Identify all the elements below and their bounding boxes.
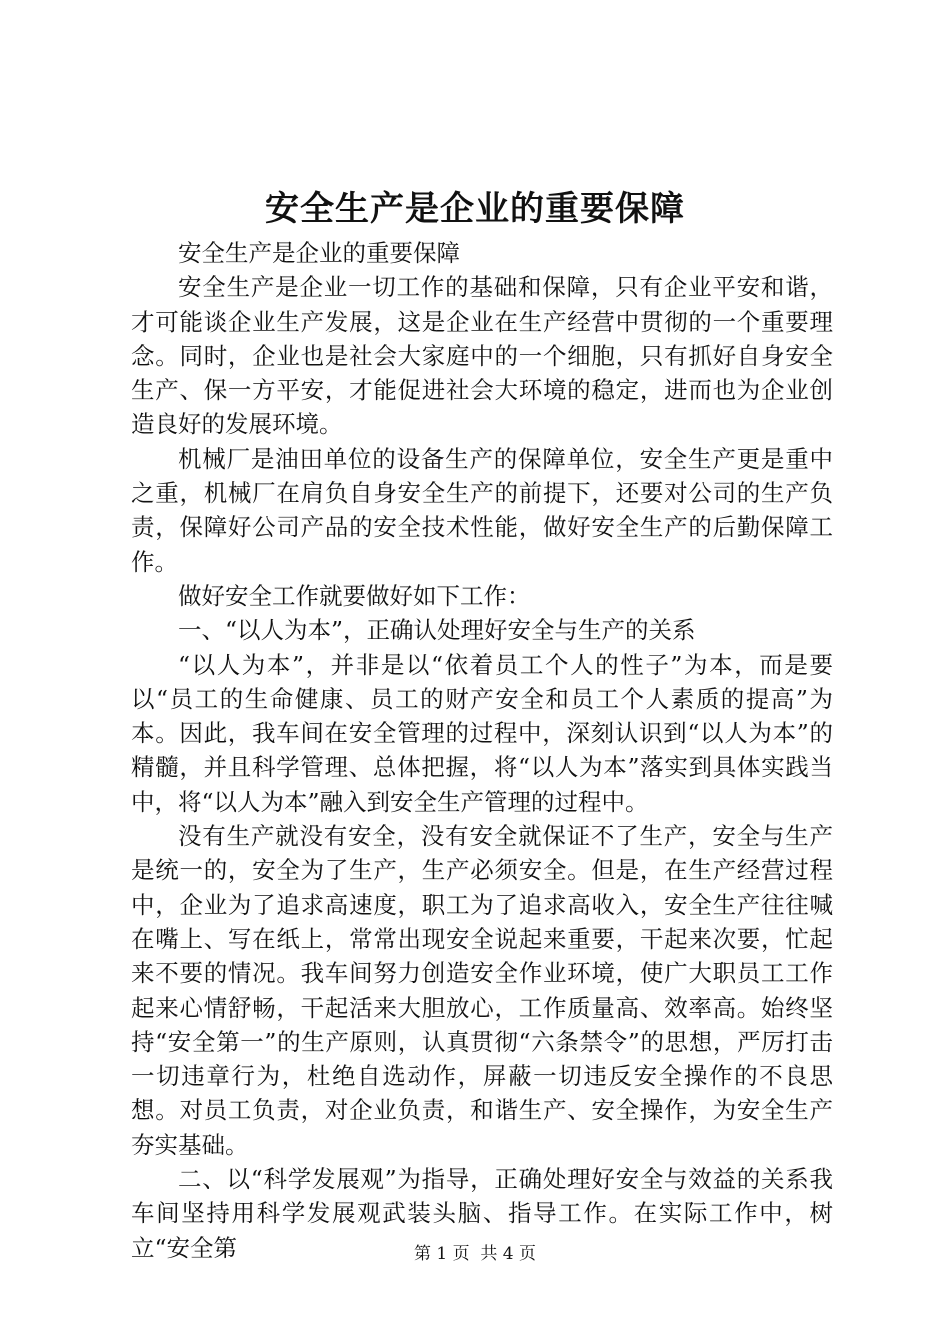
document-body bbox=[131, 236, 833, 1265]
paragraph-heading-1: 一、“以人为本”，正确认处理好安全与生产的关系 bbox=[178, 616, 696, 645]
page-number-label: 第 1 页 共 4 页 bbox=[413, 1244, 537, 1264]
paragraph-factory: 机械厂是油田单位的设备生产的保障单位，安全生产更是重中之重，机械厂在肩负自身安全生产的前提下，还要对公司的生产负责，保障好公司产品的安全技术性能，做好安全生产的后勤保障工作。 bbox=[131, 444, 833, 576]
paragraph-people-first: “以人为本”，并非是以“依着员工个人的性子”为本，而是要以“员工的生命健康、员工的财产安全和员工个人素质的提高”为本。因此，我车间在安全管理的过程中，深刻认识到“以人为本”的精髓，并且科学管理、总体把握，将“以人为本”落实到具体实践当中，将“以人为本”融入到安全生产管理的过程中。 bbox=[131, 650, 833, 816]
paragraph-work-list: 做好安全工作就要做好如下工作： bbox=[178, 581, 531, 610]
paragraph-subtitle: 安全生产是企业的重要保障 bbox=[178, 239, 460, 267]
paragraph-safety-production: 没有生产就没有安全，没有安全就保证不了生产，安全与生产是统一的，安全为了生产，生产必须安全。但是，在生产经营过程中，企业为了追求高速度，职工为了追求高收入，安全生产往往喊在嘴上、写在纸上，常常出现安全说起来重要，干起来次要，忙起来不要的情况。我车间努力创造安全作业环境，使广大职员工工作起来心情舒畅，干起活来大胆放心，工作质量高、效率高。始终坚持“安全第一”的生产原则，认真贯彻“六条禁令”的思想，严厉打击一切违章行为，杜绝自选动作，屏蔽一切违反安全操作的不良思想。对员工负责，对企业负责，和谐生产、安全操作，为安全生产夯实基础。 bbox=[131, 822, 833, 1159]
document-title: 安全生产是企业的重要保障 bbox=[265, 189, 685, 229]
page-footer bbox=[0, 1242, 950, 1266]
paragraph-intro: 安全生产是企业一切工作的基础和保障，只有企业平安和谐，才可能谈企业生产发展，这是企业在生产经营中贯彻的一个重要理念。同时，企业也是社会大家庭中的一个细胞，只有抓好自身安全生产、保一方平安，才能促进社会大环境的稳定，进而也为企业创造良好的发展环境。 bbox=[131, 273, 833, 439]
paragraph-heading-2: 二、以“科学发展观”为指导，正确处理好安全与效益的关系我车间坚持用科学发展观武装头脑、指导工作。在实际工作中，树立“安全第 bbox=[131, 1165, 833, 1262]
